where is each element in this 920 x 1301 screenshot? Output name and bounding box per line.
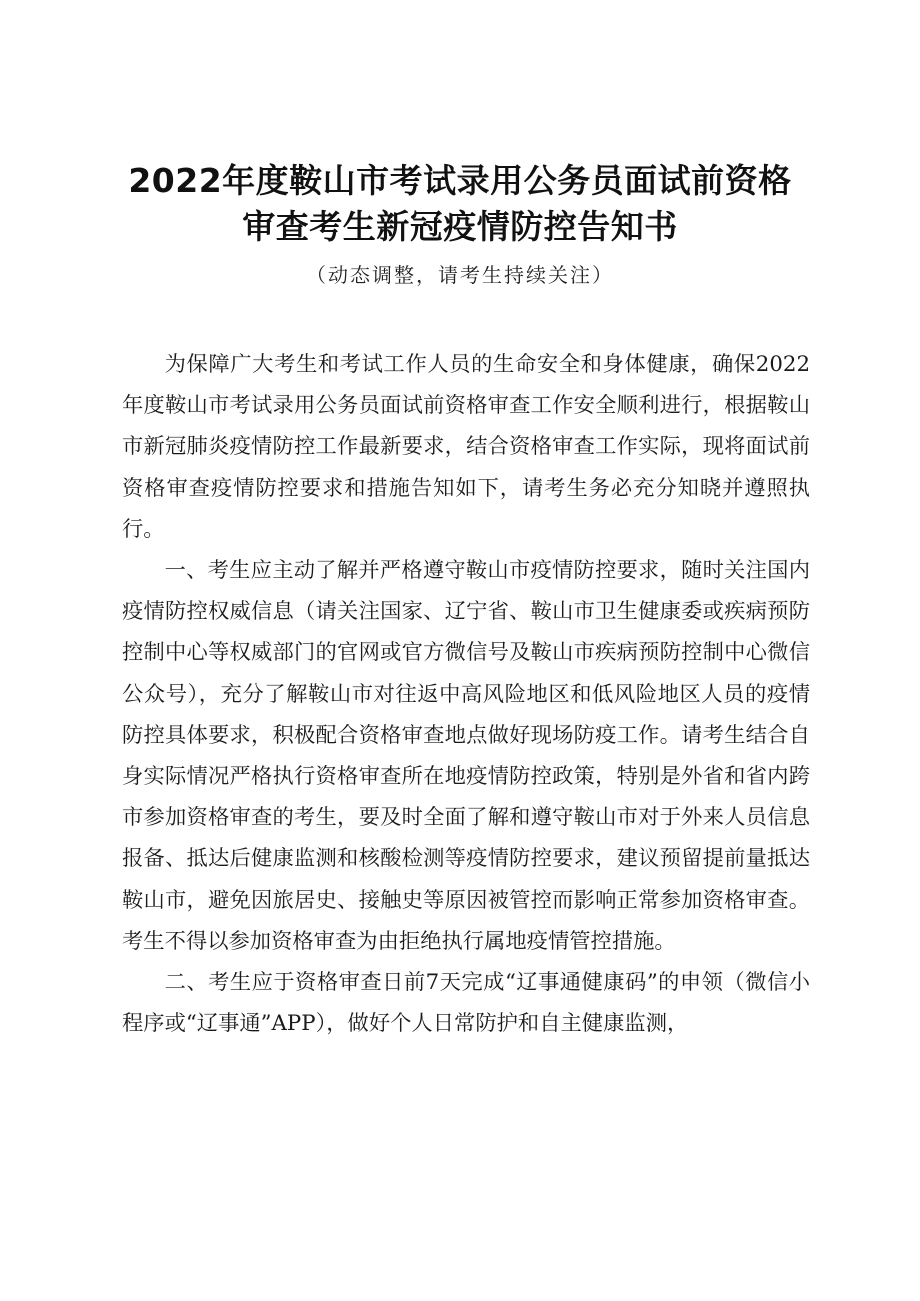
title-line-1: 2022年度鞍山市考试录用公务员面试前资格 bbox=[128, 161, 792, 200]
document-title bbox=[0, 158, 920, 250]
document-subtitle: （动态调整，请考生持续关注） bbox=[306, 263, 614, 287]
paragraph-intro: 为保障广大考生和考试工作人员的生命安全和身体健康，确保2022年度鞍山市考试录用公务员面试前资格审查工作安全顺利进行，根据鞍山市新冠肺炎疫情防控工作最新要求，结合资格审查工作实际，现将面试前资格审查疫情防控要求和措施告知如下，请考生务必充分知晓并遵照执行。 bbox=[122, 352, 810, 542]
paragraph-item-1: 一、考生应主动了解并严格遵守鞍山市疫情防控要求，随时关注国内疫情防控权威信息（请关注国家、辽宁省、鞍山市卫生健康委或疾病预防控制中心等权威部门的官网或官方微信号及鞍山市疾病预防控制中心微信公众号），充分了解鞍山市对往返中高风险地区和低风险地区人员的疫情防控具体要求，积极配合资格审查地点做好现场防疫工作。请考生结合自身实际情况严格执行资格审查所在地疫情防控政策，特别是外省和省内跨市参加资格审查的考生，要及时全面了解和遵守鞍山市对于外来人员信息报备、抵达后健康监测和核酸检测等疫情防控要求，建议预留提前量抵达鞍山市，避免因旅居史、接触史等原因被管控而影响正常参加资格审查。考生不得以参加资格审查为由拒绝执行属地疫情管控措施。 bbox=[122, 558, 810, 954]
document-body bbox=[122, 344, 810, 1044]
title-line-2: 审查考生新冠疫情防控告知书 bbox=[242, 207, 678, 246]
paragraph-item-2: 二、考生应于资格审查日前7天完成“辽事通健康码”的申领（微信小程序或“辽事通”APP），做好个人日常防护和自主健康监测， bbox=[122, 970, 810, 1037]
